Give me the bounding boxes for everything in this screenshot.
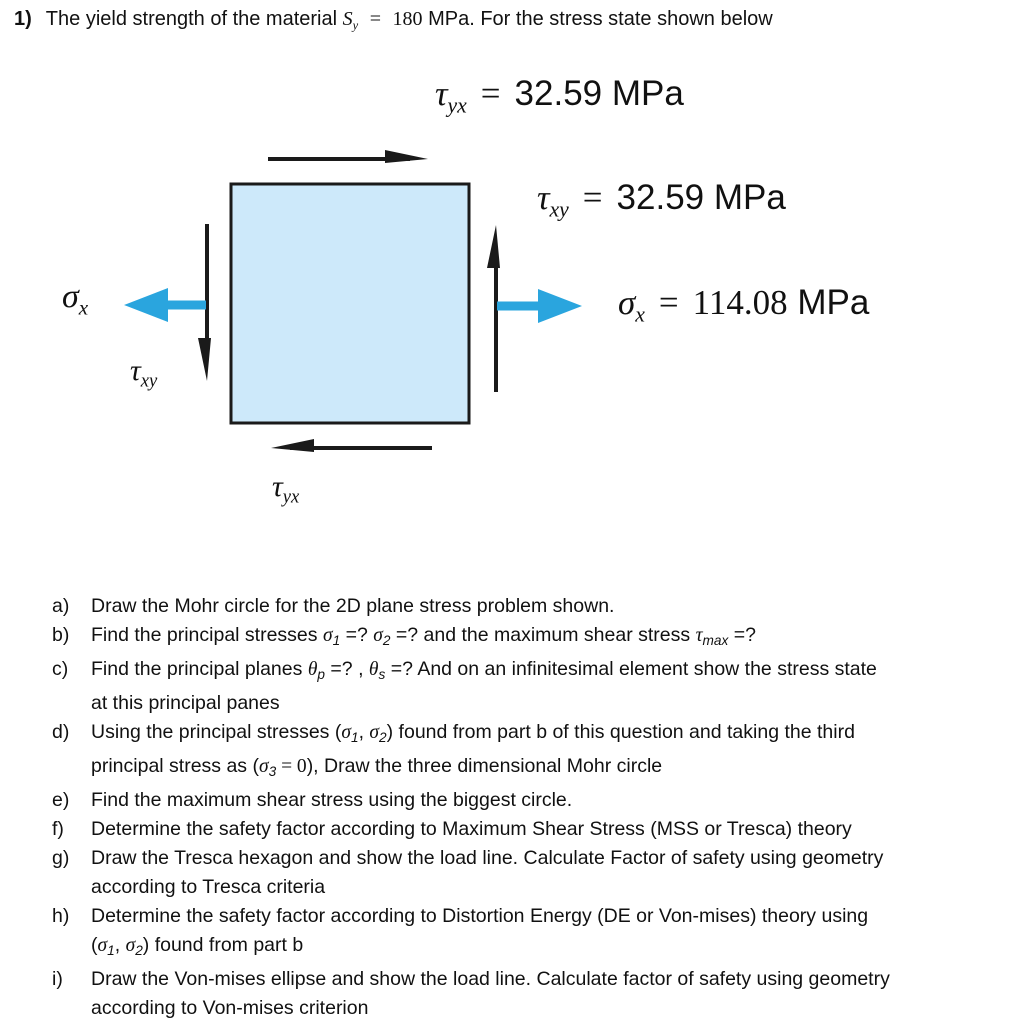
- sigma-x-left-label: $\sigma_x$: [62, 278, 89, 320]
- question-parts-list: [52, 592, 992, 1023]
- sigma-x-left-arrow: [124, 288, 206, 322]
- part-b: b) Find the principal stresses $\sigma_1$ =? $\sigma_2$ =? and the maximum shear stress $\tau_{max}$ =?: [52, 624, 756, 649]
- part-h: h) Determine the safety factor according to Distortion Energy (DE or Von-mises) theory using ($\sigma_1$, $\sigma_2$) found from part b: [52, 905, 869, 959]
- part-g: g) Draw the Tresca hexagon and show the load line. Calculate Factor of safety using geometry according to Tresca criteria: [52, 847, 884, 899]
- part-e: e) Find the maximum shear stress using the biggest circle.: [52, 789, 573, 812]
- tau-yx-value-label: $\tau_{yx} = 32.59$ MPa: [435, 74, 684, 118]
- sy-equals: =: [369, 8, 381, 30]
- tau-yx-top-arrow: [268, 150, 428, 163]
- question-number: 1): [14, 8, 32, 30]
- sy-value: 180: [392, 8, 423, 30]
- tau-xy-value-label: $\tau_{xy} = 32.59$ MPa: [537, 178, 786, 222]
- sigma-x-right-arrow: [497, 289, 582, 323]
- part-c: c) Find the principal planes $\theta_p$ =? , $\theta_s$ =? And on an infinitesimal element show the stress state at this principal panes: [52, 658, 877, 715]
- tau-yx-bottom-arrow: [271, 439, 432, 452]
- part-f: f) Determine the safety factor according to Maximum Shear Stress (MSS or Tresca) theory: [52, 818, 852, 841]
- question-intro-post: For the stress state shown below: [480, 8, 773, 30]
- sigma-x-value-label: $\sigma_x = 114.08$ MPa: [618, 283, 870, 327]
- question-intro-pre: The yield strength of the material: [45, 8, 338, 30]
- part-a: a) Draw the Mohr circle for the 2D plane stress problem shown.: [52, 595, 615, 617]
- tau-yx-bottom-label: $\tau_{yx}$: [272, 470, 300, 508]
- part-d: d) Using the principal stresses ($\sigma_1$, $\sigma_2$) found from part b of this question and taking the third principal stress as $(\sigma_3 = 0)$, Draw the three dimensional Mohr circle: [52, 721, 855, 780]
- sy-symbol: $S_y$: [342, 8, 359, 33]
- stress-element: [231, 184, 469, 423]
- part-i: i) Draw the Von-mises ellipse and show the load line. Calculate factor of safety using geometry according to Von-mises criterion: [52, 968, 890, 1020]
- tau-xy-left-label: $\tau_{xy}$: [130, 354, 158, 392]
- sy-unit: MPa.: [428, 8, 475, 30]
